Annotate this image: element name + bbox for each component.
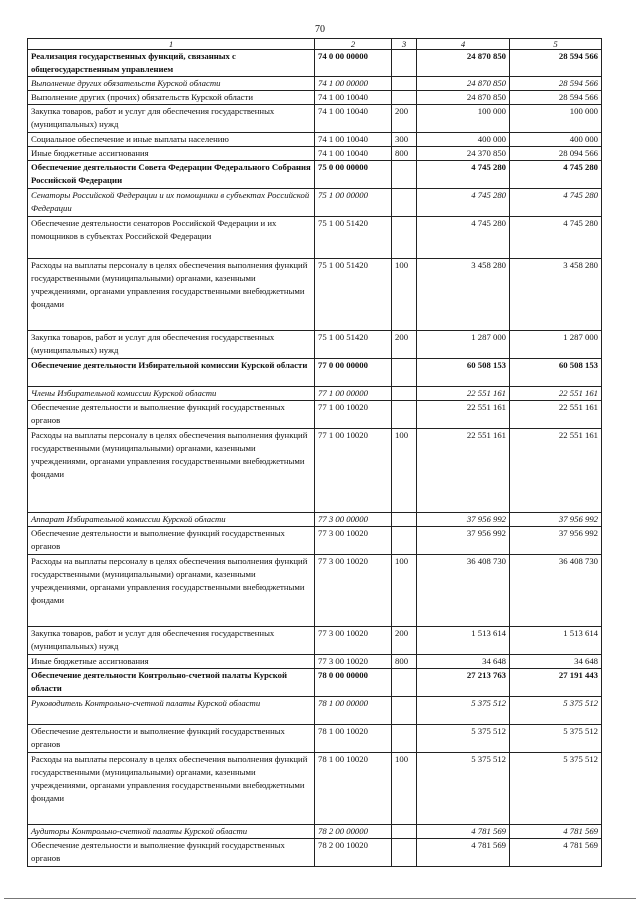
table-row — [28, 555, 602, 627]
table-row — [28, 147, 602, 161]
row-amount-year1-cell: 34 648 — [417, 655, 510, 669]
row-amount-year1-cell: 24 870 850 — [417, 50, 510, 77]
row-amount-year2-cell: 4 745 280 — [510, 161, 602, 189]
column-number: 3 — [392, 39, 417, 50]
row-name-cell: Обеспечение деятельности Избирательной комиссии Курской области — [28, 359, 315, 387]
row-amount-year2-cell: 28 594 566 — [510, 50, 602, 77]
table-row — [28, 725, 602, 753]
row-expense-type-cell — [392, 387, 417, 401]
row-code-cell: 74 1 00 00000 — [315, 77, 392, 91]
row-code-cell: 77 3 00 10020 — [315, 627, 392, 655]
row-amount-year1-cell: 37 956 992 — [417, 527, 510, 555]
row-name-cell: Иные бюджетные ассигнования — [28, 147, 315, 161]
page-bottom-edge — [4, 898, 636, 899]
row-amount-year2-cell: 1 513 614 — [510, 627, 602, 655]
table-row — [28, 217, 602, 259]
budget-table-body — [28, 39, 602, 867]
row-code-cell: 77 1 00 00000 — [315, 387, 392, 401]
row-code-cell: 77 1 00 10020 — [315, 429, 392, 513]
row-expense-type-cell — [392, 161, 417, 189]
row-expense-type-cell: 300 — [392, 133, 417, 147]
row-amount-year2-cell: 28 094 566 — [510, 147, 602, 161]
row-expense-type-cell: 200 — [392, 331, 417, 359]
table-row — [28, 753, 602, 825]
table-row — [28, 331, 602, 359]
row-name-cell: Члены Избирательной комиссии Курской области — [28, 387, 315, 401]
row-expense-type-cell — [392, 77, 417, 91]
row-amount-year2-cell: 34 648 — [510, 655, 602, 669]
table-row — [28, 387, 602, 401]
row-code-cell: 77 3 00 10020 — [315, 527, 392, 555]
row-expense-type-cell: 100 — [392, 555, 417, 627]
row-amount-year1-cell: 4 745 280 — [417, 161, 510, 189]
row-name-cell: Закупка товаров, работ и услуг для обеспечения государственных (муниципальных) нужд — [28, 331, 315, 359]
table-row — [28, 105, 602, 133]
row-amount-year1-cell: 4 781 569 — [417, 839, 510, 867]
row-amount-year2-cell: 37 956 992 — [510, 513, 602, 527]
row-name-cell: Аудиторы Контрольно-счетной палаты Курской области — [28, 825, 315, 839]
row-code-cell: 74 0 00 00000 — [315, 50, 392, 77]
row-name-cell: Расходы на выплаты персоналу в целях обеспечения выполнения функций государственными (муниципальными) органами, казенными учреждениями, органами управления государственными внебюджетными фондами — [28, 753, 315, 825]
row-amount-year2-cell: 22 551 161 — [510, 387, 602, 401]
row-code-cell: 78 1 00 00000 — [315, 697, 392, 725]
row-amount-year1-cell: 22 551 161 — [417, 387, 510, 401]
row-expense-type-cell — [392, 669, 417, 697]
table-row — [28, 133, 602, 147]
table-row — [28, 401, 602, 429]
row-amount-year1-cell: 3 458 280 — [417, 259, 510, 331]
row-expense-type-cell — [392, 825, 417, 839]
row-name-cell: Обеспечение деятельности сенаторов Российской Федерации и их помощников в субъектах Российской Федерации — [28, 217, 315, 259]
row-code-cell: 75 1 00 00000 — [315, 189, 392, 217]
row-code-cell: 75 0 00 00000 — [315, 161, 392, 189]
row-amount-year2-cell: 5 375 512 — [510, 753, 602, 825]
row-amount-year1-cell: 5 375 512 — [417, 725, 510, 753]
column-number: 5 — [510, 39, 602, 50]
row-name-cell: Закупка товаров, работ и услуг для обеспечения государственных (муниципальных) нужд — [28, 105, 315, 133]
row-name-cell: Закупка товаров, работ и услуг для обеспечения государственных (муниципальных) нужд — [28, 627, 315, 655]
row-expense-type-cell: 800 — [392, 147, 417, 161]
row-amount-year1-cell: 100 000 — [417, 105, 510, 133]
row-code-cell: 78 1 00 10020 — [315, 725, 392, 753]
row-amount-year1-cell: 4 745 280 — [417, 189, 510, 217]
row-expense-type-cell: 200 — [392, 105, 417, 133]
row-code-cell: 77 3 00 10020 — [315, 655, 392, 669]
row-amount-year2-cell: 4 781 569 — [510, 825, 602, 839]
table-row — [28, 161, 602, 189]
row-name-cell: Аппарат Избирательной комиссии Курской области — [28, 513, 315, 527]
row-expense-type-cell — [392, 91, 417, 105]
row-expense-type-cell — [392, 359, 417, 387]
row-expense-type-cell — [392, 527, 417, 555]
row-code-cell: 78 1 00 10020 — [315, 753, 392, 825]
table-row — [28, 77, 602, 91]
table-row — [28, 429, 602, 513]
row-amount-year2-cell: 22 551 161 — [510, 401, 602, 429]
table-row — [28, 513, 602, 527]
table-row — [28, 527, 602, 555]
row-name-cell: Обеспечение деятельности и выполнение функций государственных органов — [28, 527, 315, 555]
row-amount-year2-cell: 28 594 566 — [510, 91, 602, 105]
row-amount-year2-cell: 28 594 566 — [510, 77, 602, 91]
row-name-cell: Обеспечение деятельности и выполнение функций государственных органов — [28, 401, 315, 429]
row-name-cell: Социальное обеспечение и иные выплаты населению — [28, 133, 315, 147]
table-row — [28, 839, 602, 867]
table-row — [28, 825, 602, 839]
row-name-cell: Обеспечение деятельности Совета Федерации Федерального Собрания Российской Федерации — [28, 161, 315, 189]
row-name-cell: Выполнение других (прочих) обязательств Курской области — [28, 91, 315, 105]
row-expense-type-cell — [392, 697, 417, 725]
row-amount-year1-cell: 24 370 850 — [417, 147, 510, 161]
row-amount-year2-cell: 37 956 992 — [510, 527, 602, 555]
column-number: 4 — [417, 39, 510, 50]
row-code-cell: 77 3 00 10020 — [315, 555, 392, 627]
row-code-cell: 74 1 00 10040 — [315, 105, 392, 133]
row-expense-type-cell: 100 — [392, 259, 417, 331]
row-expense-type-cell — [392, 217, 417, 259]
row-amount-year2-cell: 4 745 280 — [510, 217, 602, 259]
row-amount-year2-cell: 60 508 153 — [510, 359, 602, 387]
row-expense-type-cell — [392, 725, 417, 753]
row-expense-type-cell — [392, 401, 417, 429]
row-code-cell: 75 1 00 51420 — [315, 331, 392, 359]
row-name-cell: Сенаторы Российской Федерации и их помощники в субъектах Российской Федерации — [28, 189, 315, 217]
row-amount-year1-cell: 36 408 730 — [417, 555, 510, 627]
row-expense-type-cell: 200 — [392, 627, 417, 655]
row-amount-year2-cell: 3 458 280 — [510, 259, 602, 331]
row-amount-year2-cell: 27 191 443 — [510, 669, 602, 697]
column-number: 1 — [28, 39, 315, 50]
table-row — [28, 359, 602, 387]
row-code-cell: 74 1 00 10040 — [315, 133, 392, 147]
row-name-cell: Обеспечение деятельности и выполнение функций государственных органов — [28, 725, 315, 753]
row-amount-year1-cell: 60 508 153 — [417, 359, 510, 387]
row-amount-year1-cell: 37 956 992 — [417, 513, 510, 527]
row-amount-year2-cell: 5 375 512 — [510, 725, 602, 753]
row-expense-type-cell — [392, 839, 417, 867]
row-name-cell: Расходы на выплаты персоналу в целях обеспечения выполнения функций государственными (муниципальными) органами, казенными учреждениями, органами управления государственными внебюджетными фондами — [28, 259, 315, 331]
row-name-cell: Расходы на выплаты персоналу в целях обеспечения выполнения функций государственными (муниципальными) органами, казенными учреждениями, органами управления государственными внебюджетными фондами — [28, 555, 315, 627]
row-amount-year1-cell: 400 000 — [417, 133, 510, 147]
row-expense-type-cell — [392, 513, 417, 527]
row-code-cell: 78 0 00 00000 — [315, 669, 392, 697]
row-code-cell: 77 0 00 00000 — [315, 359, 392, 387]
row-amount-year1-cell: 24 870 850 — [417, 77, 510, 91]
row-name-cell: Обеспечение деятельности и выполнение функций государственных органов — [28, 839, 315, 867]
table-row — [28, 189, 602, 217]
row-amount-year1-cell: 4 745 280 — [417, 217, 510, 259]
row-amount-year2-cell: 1 287 000 — [510, 331, 602, 359]
column-number-row — [28, 39, 602, 50]
table-row — [28, 259, 602, 331]
row-expense-type-cell — [392, 189, 417, 217]
row-code-cell: 77 3 00 00000 — [315, 513, 392, 527]
row-name-cell: Обеспечение деятельности Контрольно-счетной палаты Курской области — [28, 669, 315, 697]
row-code-cell: 78 2 00 10020 — [315, 839, 392, 867]
row-code-cell: 74 1 00 10040 — [315, 147, 392, 161]
row-code-cell: 77 1 00 10020 — [315, 401, 392, 429]
table-row — [28, 697, 602, 725]
row-amount-year1-cell: 22 551 161 — [417, 401, 510, 429]
row-name-cell: Руководитель Контрольно-счетной палаты Курской области — [28, 697, 315, 725]
table-row — [28, 655, 602, 669]
row-name-cell: Реализация государственных функций, связанных с общегосударственным управлением — [28, 50, 315, 77]
row-expense-type-cell: 800 — [392, 655, 417, 669]
row-amount-year1-cell: 5 375 512 — [417, 753, 510, 825]
budget-table — [27, 38, 602, 867]
table-row — [28, 91, 602, 105]
row-amount-year2-cell: 22 551 161 — [510, 429, 602, 513]
row-amount-year1-cell: 5 375 512 — [417, 697, 510, 725]
row-name-cell: Выполнение других обязательств Курской области — [28, 77, 315, 91]
row-amount-year2-cell: 400 000 — [510, 133, 602, 147]
row-code-cell: 78 2 00 00000 — [315, 825, 392, 839]
row-amount-year1-cell: 1 287 000 — [417, 331, 510, 359]
row-name-cell: Иные бюджетные ассигнования — [28, 655, 315, 669]
row-amount-year2-cell: 36 408 730 — [510, 555, 602, 627]
row-amount-year1-cell: 1 513 614 — [417, 627, 510, 655]
row-expense-type-cell: 100 — [392, 753, 417, 825]
row-amount-year2-cell: 100 000 — [510, 105, 602, 133]
row-code-cell: 75 1 00 51420 — [315, 259, 392, 331]
row-amount-year1-cell: 4 781 569 — [417, 825, 510, 839]
row-amount-year1-cell: 24 870 850 — [417, 91, 510, 105]
row-name-cell: Расходы на выплаты персоналу в целях обеспечения выполнения функций государственными (муниципальными) органами, казенными учреждениями, органами управления государственными внебюджетными фондами — [28, 429, 315, 513]
table-row — [28, 627, 602, 655]
row-amount-year2-cell: 4 745 280 — [510, 189, 602, 217]
page-number: 70 — [315, 24, 325, 35]
column-number: 2 — [315, 39, 392, 50]
table-row — [28, 50, 602, 77]
row-amount-year1-cell: 22 551 161 — [417, 429, 510, 513]
table-row — [28, 669, 602, 697]
row-amount-year1-cell: 27 213 763 — [417, 669, 510, 697]
row-code-cell: 75 1 00 51420 — [315, 217, 392, 259]
row-code-cell: 74 1 00 10040 — [315, 91, 392, 105]
row-expense-type-cell: 100 — [392, 429, 417, 513]
row-expense-type-cell — [392, 50, 417, 77]
row-amount-year2-cell: 4 781 569 — [510, 839, 602, 867]
row-amount-year2-cell: 5 375 512 — [510, 697, 602, 725]
